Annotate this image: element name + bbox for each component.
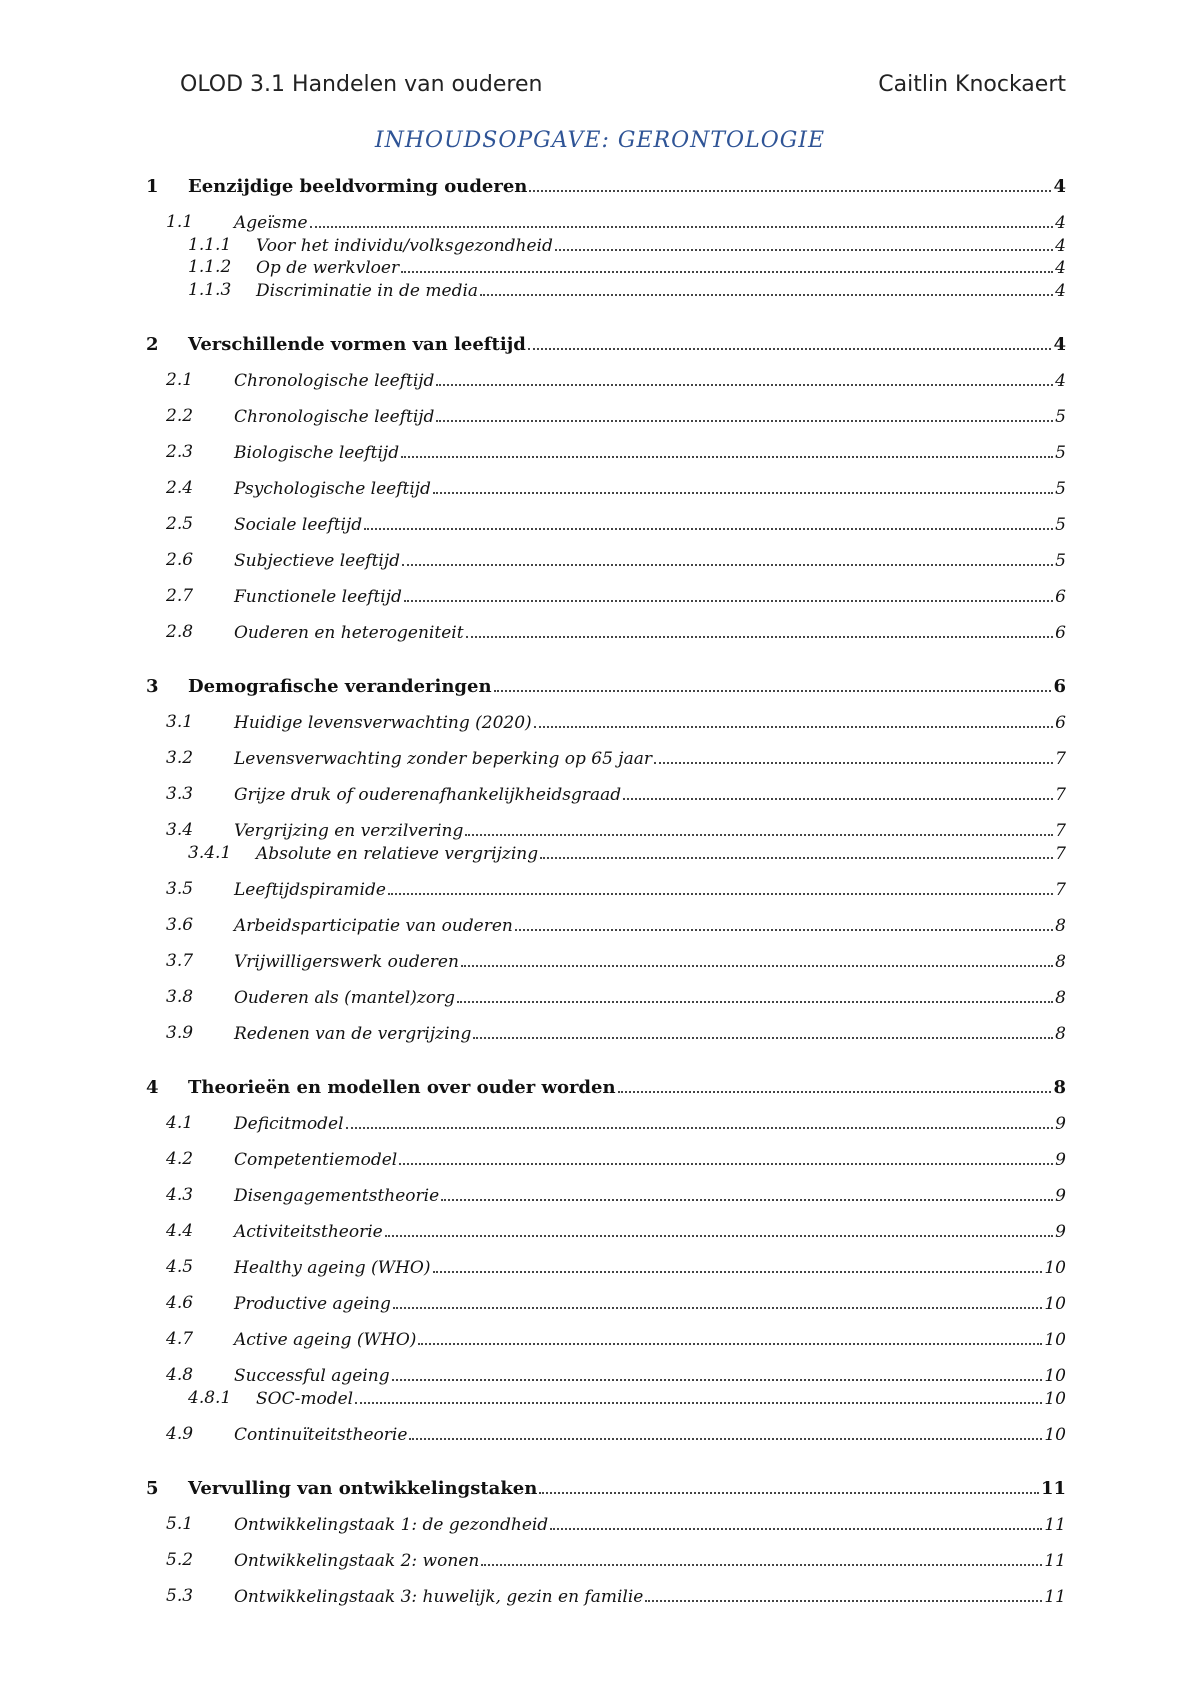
toc-leader-dots: [392, 1365, 1043, 1381]
toc-entry-page-number: 5: [1055, 407, 1066, 427]
toc-entry-number: 1.1.3: [188, 280, 232, 300]
toc-entry[interactable]: [0, 951, 1200, 975]
toc-entry[interactable]: [0, 879, 1200, 903]
toc-entry-number: 3.1: [166, 712, 194, 732]
toc-entry[interactable]: [0, 1023, 1200, 1047]
toc-entry-label[interactable]: Voor het individu/volksgezondheid: [256, 236, 553, 256]
toc-entry-number: 5: [146, 1478, 159, 1499]
toc-entry[interactable]: [0, 1586, 1200, 1610]
toc-entry-number: 1: [146, 176, 159, 197]
toc-leader-dots: [623, 784, 1053, 800]
toc-entry-number: 5.2: [166, 1550, 194, 1570]
toc-leader-dots: [402, 550, 1053, 566]
toc-entry[interactable]: [0, 676, 1200, 700]
toc-entry-label[interactable]: Ontwikkelingstaak 3: huwelijk, gezin en familie: [234, 1587, 644, 1607]
toc-entry-page-number: 7: [1055, 844, 1066, 864]
toc-entry[interactable]: [0, 406, 1200, 430]
toc-entry-page-number: 4: [1053, 176, 1066, 197]
toc-leader-dots: [436, 406, 1053, 422]
header-course-title: OLOD 3.1 Handelen van ouderen: [180, 72, 543, 97]
toc-entry-label[interactable]: Vrijwilligerswerk ouderen: [234, 952, 459, 972]
toc-leader-dots: [461, 951, 1053, 967]
toc-entry-page-number: 6: [1055, 587, 1066, 607]
toc-entry-page-number: 11: [1044, 1515, 1066, 1535]
toc-entry-number: 3.5: [166, 879, 194, 899]
toc-entry-number: 5.3: [166, 1586, 194, 1606]
toc-entry-label[interactable]: Op de werkvloer: [256, 258, 400, 278]
toc-leader-dots: [540, 843, 1053, 859]
toc-entry-label[interactable]: Absolute en relatieve vergrijzing: [256, 844, 539, 864]
toc-entry-label[interactable]: Competentiemodel: [234, 1150, 398, 1170]
toc-entry-number: 4.8: [166, 1365, 194, 1385]
toc-leader-dots: [515, 915, 1053, 931]
toc-entry-number: 4: [146, 1077, 159, 1098]
toc-leader-dots: [355, 1388, 1042, 1404]
toc-leader-dots: [618, 1077, 1052, 1093]
toc-entry-number: 2.4: [166, 478, 194, 498]
toc-entry-label[interactable]: Continuïteitstheorie: [234, 1425, 408, 1445]
toc-entry-label[interactable]: Productive ageing: [234, 1294, 391, 1314]
toc-entry[interactable]: [0, 257, 1200, 281]
toc-entry[interactable]: [0, 843, 1200, 867]
toc-entry-number: 3.4.1: [188, 843, 232, 863]
toc-entry-label[interactable]: Redenen van de vergrijzing: [234, 1024, 472, 1044]
toc-entry-label[interactable]: Ageïsme: [234, 213, 308, 233]
toc-entry-label[interactable]: Grijze druk of ouderenafhankelijkheidsgraad: [234, 785, 622, 805]
toc-entry-number: 4.5: [166, 1257, 194, 1277]
toc-entry-label[interactable]: Arbeidsparticipatie van ouderen: [234, 916, 513, 936]
toc-entry-number: 2.3: [166, 442, 194, 462]
toc-entry[interactable]: [0, 586, 1200, 610]
toc-entry-label[interactable]: Ouderen als (mantel)zorg: [234, 988, 456, 1008]
toc-entry-label[interactable]: Demografische veranderingen: [188, 676, 492, 697]
toc-leader-dots: [457, 987, 1053, 1003]
toc-entry-number: 4.4: [166, 1221, 194, 1241]
toc-entry-label[interactable]: Activiteitstheorie: [234, 1222, 383, 1242]
toc-entry[interactable]: [0, 1424, 1200, 1448]
toc-leader-dots: [388, 879, 1053, 895]
toc-leader-dots: [534, 712, 1053, 728]
toc-entry-page-number: 9: [1055, 1150, 1066, 1170]
toc-leader-dots: [550, 1514, 1042, 1530]
toc-entry[interactable]: [0, 987, 1200, 1011]
toc-entry-page-number: 4: [1053, 334, 1066, 355]
toc-entry-number: 4.3: [166, 1185, 194, 1205]
toc-entry-page-number: 10: [1044, 1258, 1066, 1278]
toc-entry[interactable]: [0, 1293, 1200, 1317]
toc-entry[interactable]: [0, 1388, 1200, 1412]
toc-entry-page-number: 8: [1053, 1077, 1066, 1098]
toc-entry-label[interactable]: Leeftijdspiramide: [234, 880, 386, 900]
toc-entry-label[interactable]: Psychologische leeftijd: [234, 479, 431, 499]
toc-entry[interactable]: [0, 1365, 1200, 1389]
toc-leader-dots: [433, 1257, 1043, 1273]
toc-entry-number: 2: [146, 334, 159, 355]
toc-entry-page-number: 10: [1044, 1425, 1066, 1445]
toc-title: INHOUDSOPGAVE: GERONTOLOGIE: [374, 128, 826, 153]
toc-entry-label[interactable]: Subjectieve leeftijd: [234, 551, 400, 571]
toc-entry[interactable]: [0, 1221, 1200, 1245]
toc-entry-label[interactable]: Ontwikkelingstaak 2: wonen: [234, 1551, 480, 1571]
toc-entry-page-number: 8: [1055, 988, 1066, 1008]
toc-entry-page-number: 10: [1044, 1389, 1066, 1409]
toc-entry-label[interactable]: Ouderen en heterogeniteit: [234, 623, 464, 643]
toc-entry-label[interactable]: Disengagementstheorie: [234, 1186, 440, 1206]
toc-leader-dots: [441, 1185, 1053, 1201]
toc-leader-dots: [399, 1149, 1053, 1165]
toc-entry[interactable]: [0, 514, 1200, 538]
toc-entry[interactable]: [0, 176, 1200, 200]
toc-entry-number: 3.9: [166, 1023, 194, 1043]
toc-entry-number: 3.6: [166, 915, 194, 935]
toc-entry[interactable]: [0, 1257, 1200, 1281]
toc-leader-dots: [404, 586, 1053, 602]
toc-leader-dots: [481, 1550, 1042, 1566]
toc-entry-label[interactable]: Healthy ageing (WHO): [234, 1258, 431, 1278]
toc-entry-page-number: 5: [1055, 515, 1066, 535]
toc-entry-page-number: 11: [1044, 1587, 1066, 1607]
toc-entry-number: 2.2: [166, 406, 194, 426]
toc-leader-dots: [401, 257, 1053, 273]
toc-entry[interactable]: [0, 1478, 1200, 1502]
toc-entry[interactable]: [0, 442, 1200, 466]
toc-entry-label[interactable]: Levensverwachting zonder beperking op 65 jaar: [234, 749, 652, 769]
toc-entry-label[interactable]: Ontwikkelingstaak 1: de gezondheid: [234, 1515, 549, 1535]
toc-entry-label[interactable]: Theorieën en modellen over ouder worden: [188, 1077, 616, 1098]
toc-entry-page-number: 8: [1055, 916, 1066, 936]
toc-entry[interactable]: [0, 712, 1200, 736]
toc-entry-page-number: 9: [1055, 1186, 1066, 1206]
toc-entry-number: 4.9: [166, 1424, 194, 1444]
toc-entry-label[interactable]: Active ageing (WHO): [234, 1330, 417, 1350]
toc-entry-number: 3.4: [166, 820, 194, 840]
toc-leader-dots: [555, 235, 1053, 251]
toc-entry[interactable]: [0, 280, 1200, 304]
toc-entry[interactable]: [0, 550, 1200, 574]
toc-entry-page-number: 8: [1055, 952, 1066, 972]
toc-entry-number: 1.1: [166, 212, 194, 232]
toc-entry[interactable]: [0, 748, 1200, 772]
toc-entry-page-number: 5: [1055, 551, 1066, 571]
toc-entry-label[interactable]: Deficitmodel: [234, 1114, 344, 1134]
toc-entry-page-number: 4: [1055, 371, 1066, 391]
toc-leader-dots: [393, 1293, 1043, 1309]
toc-leader-dots: [433, 478, 1053, 494]
toc-entry-label[interactable]: Successful ageing: [234, 1366, 390, 1386]
toc-entry-page-number: 11: [1040, 1478, 1066, 1499]
toc-entry-page-number: 4: [1055, 258, 1066, 278]
toc-entry-number: 5.1: [166, 1514, 194, 1534]
toc-entry-page-number: 11: [1044, 1551, 1066, 1571]
toc-entry-page-number: 10: [1044, 1294, 1066, 1314]
toc-entry-number: 2.8: [166, 622, 194, 642]
toc-entry-page-number: 8: [1055, 1024, 1066, 1044]
toc-entry-page-number: 4: [1055, 281, 1066, 301]
toc-entry[interactable]: [0, 1077, 1200, 1101]
toc-entry-number: 3.2: [166, 748, 194, 768]
toc-entry-number: 3.3: [166, 784, 194, 804]
toc-leader-dots: [465, 820, 1053, 836]
toc-entry-page-number: 10: [1044, 1330, 1066, 1350]
toc-leader-dots: [654, 748, 1053, 764]
toc-entry-page-number: 7: [1055, 749, 1066, 769]
toc-entry-page-number: 4: [1055, 236, 1066, 256]
toc-entry[interactable]: [0, 212, 1200, 236]
toc-entry-number: 2.1: [166, 370, 194, 390]
toc-entry-page-number: 9: [1055, 1114, 1066, 1134]
toc-entry-page-number: 6: [1055, 623, 1066, 643]
toc-entry[interactable]: [0, 334, 1200, 358]
toc-entry-label[interactable]: Chronologische leeftijd: [234, 407, 435, 427]
toc-entry-number: 4.1: [166, 1113, 194, 1133]
toc-entry-label[interactable]: Chronologische leeftijd: [234, 371, 435, 391]
toc-leader-dots: [645, 1586, 1042, 1602]
toc-entry-label[interactable]: Sociale leeftijd: [234, 515, 363, 535]
toc-entry-number: 3: [146, 676, 159, 697]
toc-entry-page-number: 4: [1055, 213, 1066, 233]
toc-leader-dots: [310, 212, 1054, 228]
toc-leader-dots: [418, 1329, 1042, 1345]
toc-entry[interactable]: [0, 1113, 1200, 1137]
toc-leader-dots: [528, 334, 1052, 350]
toc-entry-page-number: 7: [1055, 785, 1066, 805]
toc-entry-page-number: 5: [1055, 443, 1066, 463]
toc-entry[interactable]: [0, 1550, 1200, 1574]
toc-entry[interactable]: [0, 235, 1200, 259]
toc-leader-dots: [346, 1113, 1054, 1129]
toc-leader-dots: [480, 280, 1053, 296]
toc-leader-dots: [473, 1023, 1053, 1039]
toc-entry-label[interactable]: Eenzijdige beeldvorming ouderen: [188, 176, 528, 197]
toc-entry-page-number: 7: [1055, 880, 1066, 900]
toc-entry-label[interactable]: Biologische leeftijd: [234, 443, 400, 463]
toc-entry-page-number: 7: [1055, 821, 1066, 841]
toc-entry[interactable]: [0, 820, 1200, 844]
toc-entry-label[interactable]: Huidige levensverwachting (2020): [234, 713, 532, 733]
toc-entry[interactable]: [0, 784, 1200, 808]
toc-entry-page-number: 6: [1055, 713, 1066, 733]
toc-leader-dots: [436, 370, 1053, 386]
toc-entry-number: 3.7: [166, 951, 194, 971]
toc-entry[interactable]: [0, 1329, 1200, 1353]
toc-entry-label[interactable]: Vergrijzing en verzilvering: [234, 821, 464, 841]
toc-entry-number: 2.7: [166, 586, 194, 606]
toc-entry-label[interactable]: Vervulling van ontwikkelingstaken: [188, 1478, 538, 1499]
toc-entry-page-number: 5: [1055, 479, 1066, 499]
toc-entry-number: 1.1.1: [188, 235, 232, 255]
toc-entry[interactable]: [0, 915, 1200, 939]
toc-entry[interactable]: [0, 370, 1200, 394]
toc-entry-label[interactable]: Functionele leeftijd: [234, 587, 402, 607]
toc-entry-number: 4.8.1: [188, 1388, 232, 1408]
toc-leader-dots: [494, 676, 1052, 692]
toc-leader-dots: [409, 1424, 1042, 1440]
toc-entry-number: 3.8: [166, 987, 194, 1007]
toc-entry[interactable]: [0, 1149, 1200, 1173]
toc-entry-number: 2.6: [166, 550, 194, 570]
toc-entry-label[interactable]: SOC-model: [256, 1389, 354, 1409]
header-author: Caitlin Knockaert: [878, 72, 1066, 97]
toc-entry-number: 2.5: [166, 514, 194, 534]
toc-entry-number: 4.6: [166, 1293, 194, 1313]
toc-entry[interactable]: [0, 1514, 1200, 1538]
toc-leader-dots: [539, 1478, 1039, 1494]
toc-entry[interactable]: [0, 478, 1200, 502]
toc-entry-number: 4.2: [166, 1149, 194, 1169]
toc-leader-dots: [385, 1221, 1053, 1237]
toc-entry[interactable]: [0, 622, 1200, 646]
toc-entry-page-number: 9: [1055, 1222, 1066, 1242]
toc-entry-label[interactable]: Verschillende vormen van leeftijd: [188, 334, 526, 355]
toc-leader-dots: [401, 442, 1053, 458]
toc-leader-dots: [364, 514, 1053, 530]
toc-leader-dots: [529, 176, 1051, 192]
toc-entry-label[interactable]: Discriminatie in de media: [256, 281, 479, 301]
toc-entry[interactable]: [0, 1185, 1200, 1209]
toc-entry-number: 1.1.2: [188, 257, 232, 277]
toc-entry-number: 4.7: [166, 1329, 194, 1349]
toc-entry-page-number: 6: [1053, 676, 1066, 697]
toc-entry-page-number: 10: [1044, 1366, 1066, 1386]
toc-leader-dots: [466, 622, 1054, 638]
